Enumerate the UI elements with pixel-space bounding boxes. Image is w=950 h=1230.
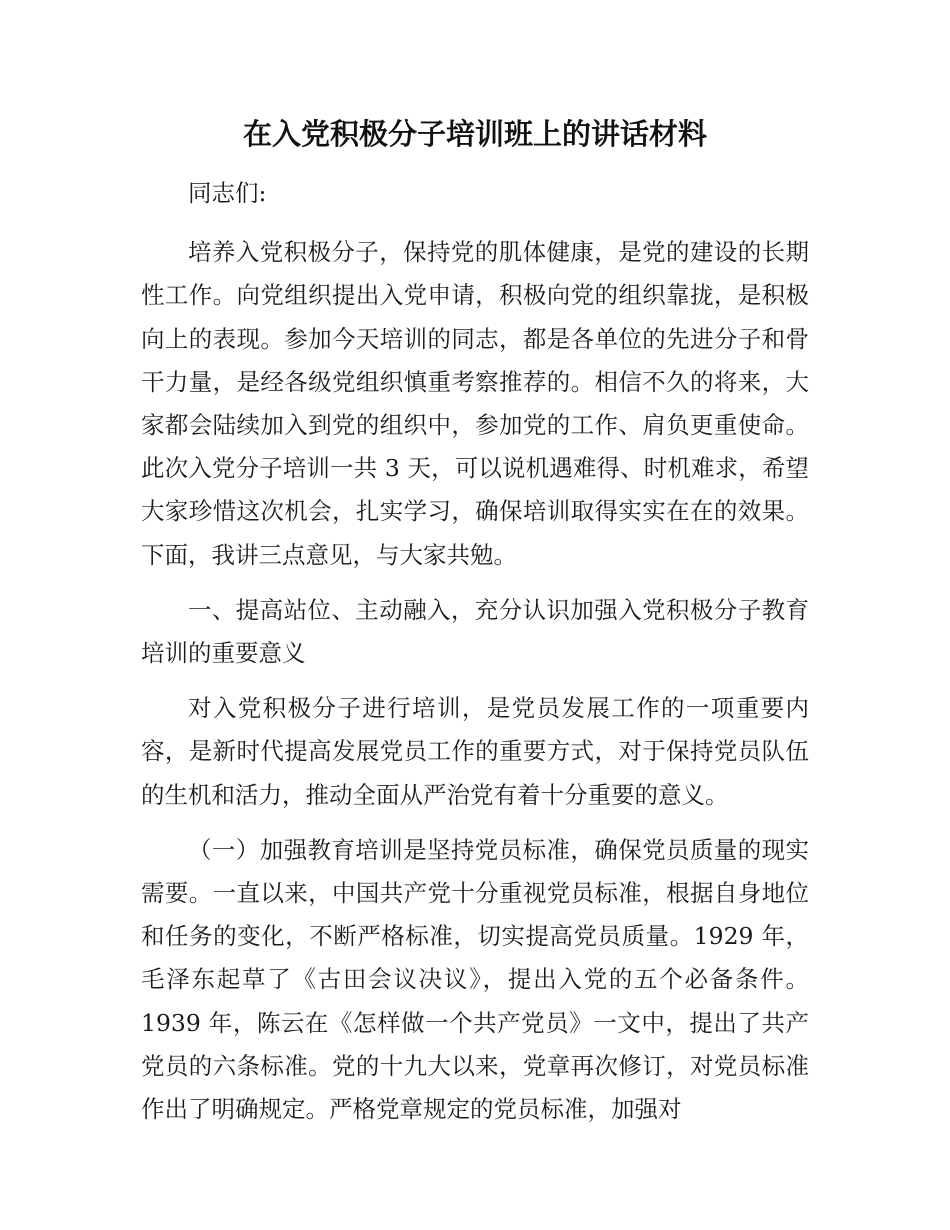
section-heading-1: 一、提高站位、主动融入，充分认识加强入党积极分子教育培训的重要意义 <box>141 595 809 668</box>
salutation: 同志们: <box>188 179 267 207</box>
document-title: 在入党积极分子培训班上的讲话材料 <box>242 117 707 151</box>
document-body <box>141 172 809 1131</box>
paragraph-section-1: 对入党积极分子进行培训，是党员发展工作的一项重要内容，是新时代提高发展党员工作的重要方式，对于保持党员队伍的生机和活力，推动全面从严治党有着十分重要的意义。 <box>141 694 809 809</box>
paragraph-subsection-1: （一）加强教育培训是坚持党员标准，确保党员质量的现实需要。一直以来，中国共产党十分重视党员标准，根据自身地位和任务的变化，不断严格标准，切实提高党员质量。1929 年，毛泽东起草了《古田会议决议》，提出入党的五个必备条件。1939 年，陈云在《怎样做一个共产党员》一文中，提出了共产党员的六条标准。党的十九大以来，党章再次修订，对党员标准作出了明确规定。严格党章规定的党员标准，加强对 <box>141 835 809 1124</box>
paragraph-intro: 培养入党积极分子，保持党的肌体健康，是党的建设的长期性工作。向党组织提出入党申请，积极向党的组织靠拢，是积极向上的表现。参加今天培训的同志，都是各单位的先进分子和骨干力量，是经各级党组织慎重考察推荐的。相信不久的将来，大家都会陆续加入到党的组织中，参加党的工作、肩负更重使命。此次入党分子培训一共 3 天，可以说机遇难得、时机难求，希望大家珍惜这次机会，扎实学习，确保培训取得实实在在的效果。下面，我讲三点意见，与大家共勉。 <box>141 238 809 569</box>
